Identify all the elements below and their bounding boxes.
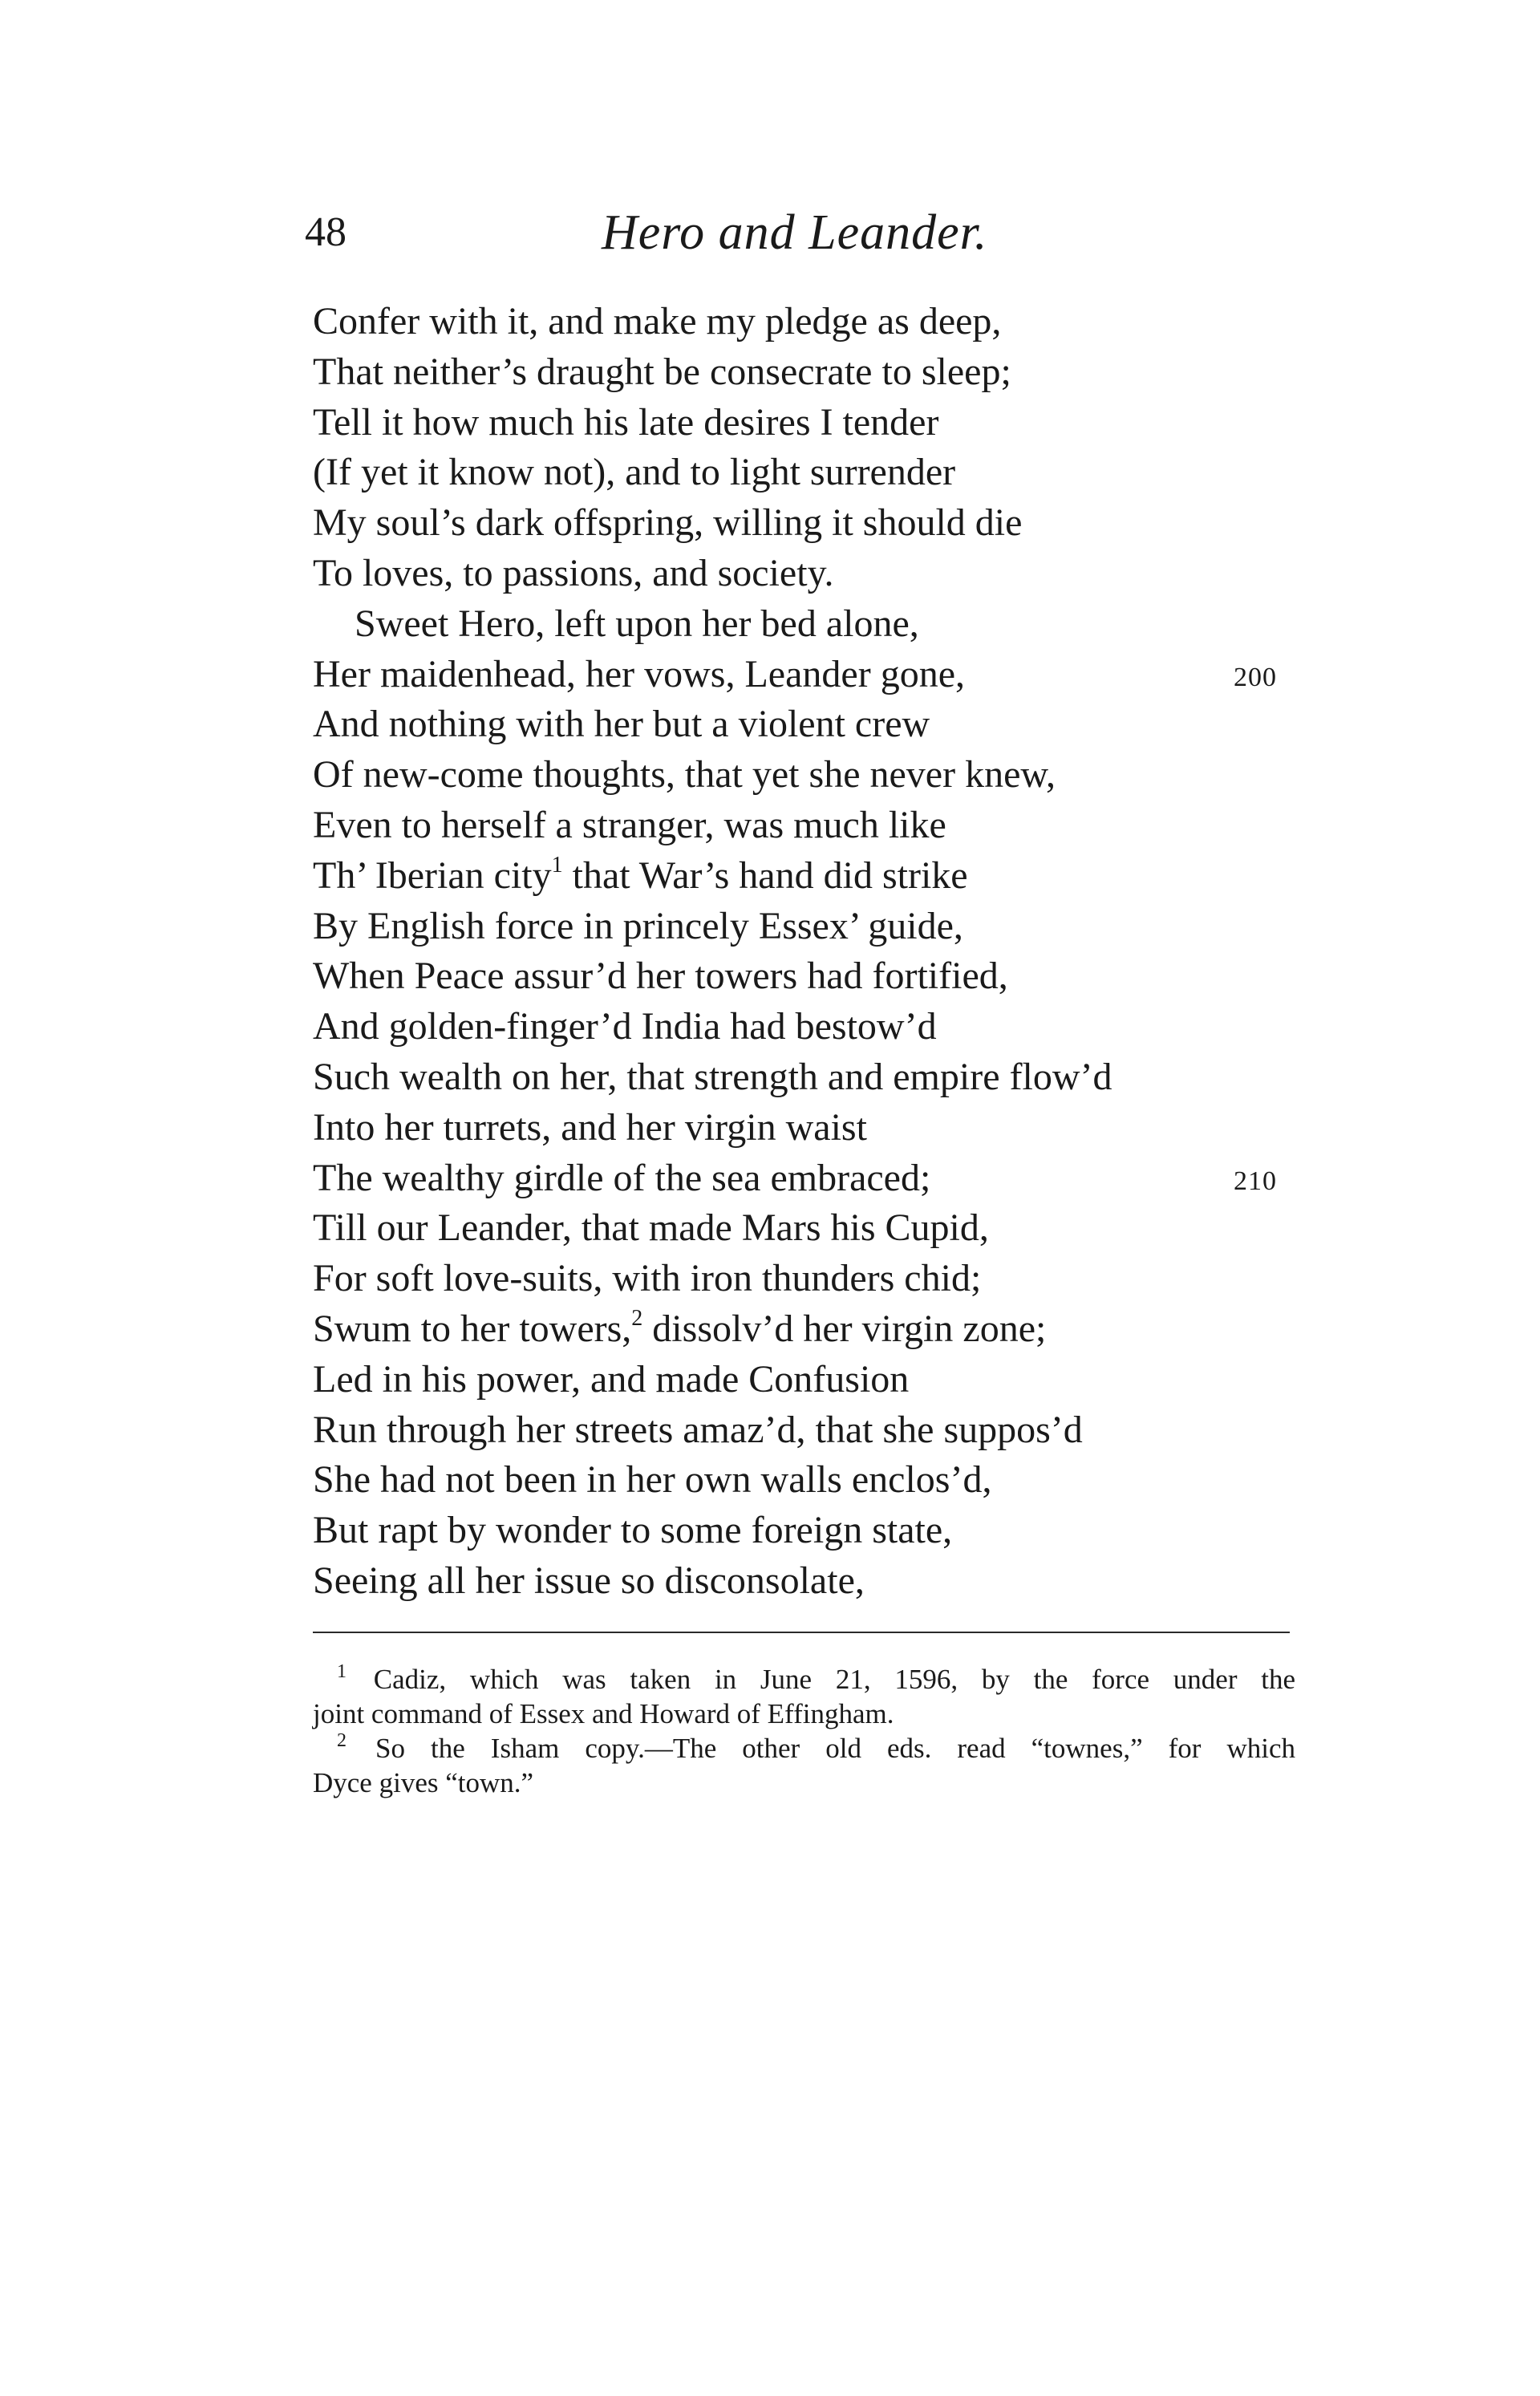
poem-line-segment: Even to herself a stranger, was much like [313, 803, 946, 846]
poem-line [313, 951, 1307, 1002]
poem-line-segment: Sweet Hero, left upon her bed alone, [355, 602, 919, 645]
poem-line [313, 1002, 1307, 1052]
poem-line [313, 347, 1307, 398]
poem-line-text [313, 1409, 1083, 1451]
poem-line [313, 448, 1307, 498]
poem-line [313, 498, 1307, 549]
poem-line [313, 851, 1307, 902]
poem-line [313, 1556, 1307, 1607]
poem-line-text [313, 955, 1008, 997]
poem-line [313, 1103, 1307, 1153]
poem-line-segment: My soul’s dark offspring, willing it should die [313, 501, 1023, 545]
line-number: 210 [1234, 1166, 1277, 1196]
poem-line-text [313, 401, 938, 444]
poem-line-segment: For soft love-suits, with iron thunders chid; [313, 1257, 982, 1300]
poem-line-segment: That neither’s draught be consecrate to sleep; [313, 350, 1011, 393]
poem-line-text [313, 854, 968, 897]
poem-line-segment: When Peace assur’d her towers had fortified, [313, 955, 1008, 998]
poem-line-segment: Th’ Iberian city [313, 853, 552, 897]
poem-line-text [313, 451, 955, 493]
poem-line [313, 699, 1307, 750]
poem-line-segment: She had not been in her own walls enclos’d, [313, 1458, 992, 1502]
poem-line-text [313, 1559, 865, 1602]
poem-line-segment: Swum to her towers, [313, 1307, 632, 1350]
poem-line-segment: Of new-come thoughts, that yet she never knew, [313, 753, 1056, 797]
poem-line-segment: dissolv’d her virgin zone; [642, 1307, 1047, 1350]
footnote-1-line-1 [313, 1662, 1295, 1697]
poem-line-text [313, 905, 963, 947]
poem-line-text [313, 351, 1011, 393]
poem-line-text [313, 501, 1022, 544]
poem-line-text [313, 552, 833, 594]
poem-line [313, 1304, 1307, 1355]
poem-line-text [313, 1106, 867, 1149]
poem-line-text [313, 703, 930, 745]
poem-line-text [313, 1157, 930, 1199]
poem-line-segment: And golden-finger’d India had bestow’d [313, 1005, 937, 1048]
poem-line [313, 297, 1307, 347]
footnote-1-line-2: joint command of Essex and Howard of Effingham. [313, 1698, 894, 1729]
poem-line-segment: that War’s hand did strike [562, 853, 968, 897]
poem-line-segment: Tell it how much his late desires I tender [313, 400, 939, 444]
poem-line [313, 599, 1307, 650]
poem-line [313, 1455, 1307, 1506]
poem-line-segment: Her maidenhead, her vows, Leander gone, [313, 652, 965, 695]
poem-line-segment: Till our Leander, that made Mars his Cupid, [313, 1206, 989, 1250]
footnotes [313, 1662, 1295, 1800]
footnote-divider [313, 1632, 1290, 1633]
poem-line-segment: By English force in princely Essex’ guide, [313, 904, 963, 947]
poem-line [313, 1405, 1307, 1456]
poem-line-text [313, 753, 1056, 796]
poem-text [313, 297, 1307, 1607]
poem-line-segment: Such wealth on her, that strength and empire flow’d [313, 1055, 1112, 1098]
poem-line-text [313, 804, 946, 846]
footnote-1-text-1: Cadiz, which was taken in June 21, 1596, by the force under the [373, 1664, 1295, 1695]
poem-line-text [313, 602, 919, 645]
poem-line [313, 1203, 1307, 1254]
poem-line [313, 1254, 1307, 1304]
running-title: Hero and Leander. [602, 205, 988, 260]
poem-line-text [313, 1358, 909, 1401]
page-number: 48 [305, 209, 346, 255]
poem-line-segment: Run through her streets amaz’d, that she suppos’d [313, 1408, 1083, 1451]
footnote-reference: 2 [631, 1305, 643, 1331]
poem-line [313, 1052, 1307, 1103]
footnote-2-line-1 [313, 1731, 1295, 1766]
poem-line-text [313, 1056, 1112, 1098]
poem-line-segment: And nothing with her but a violent crew [313, 703, 930, 746]
page-header [305, 201, 1283, 265]
poem-line-text [313, 1257, 981, 1299]
poem-line-segment: To loves, to passions, and society. [313, 551, 834, 594]
poem-line-text [313, 1005, 937, 1048]
poem-line-text [313, 1307, 1046, 1350]
footnote-2-text-1: So the Isham copy.—The other old eds. read “townes,” for which [375, 1733, 1296, 1764]
footnote-2-mark: 2 [337, 1730, 346, 1751]
poem-line [313, 750, 1307, 801]
poem-line [313, 549, 1307, 599]
footnote-reference: 1 [551, 852, 563, 878]
poem-line [313, 650, 1307, 700]
poem-line-segment: But rapt by wonder to some foreign state, [313, 1509, 953, 1552]
poem-line [313, 1153, 1307, 1204]
footnote-1 [313, 1662, 1295, 1731]
line-number: 200 [1234, 662, 1277, 692]
footnote-2-line-2: Dyce gives “town.” [313, 1767, 534, 1798]
poem-line [313, 902, 1307, 952]
poem-line-segment: The wealthy girdle of the sea embraced; [313, 1156, 931, 1199]
footnote-1-mark: 1 [337, 1661, 346, 1682]
poem-line-segment: Confer with it, and make my pledge as deep, [313, 300, 1002, 343]
footnote-2 [313, 1731, 1295, 1800]
poem-line-segment: (If yet it know not), and to light surrender [313, 451, 956, 494]
poem-line [313, 801, 1307, 851]
poem-line-segment: Into her turrets, and her virgin waist [313, 1105, 867, 1149]
poem-line-text [313, 1509, 952, 1551]
poem-line [313, 1506, 1307, 1556]
poem-line-segment: Led in his power, and made Confusion [313, 1357, 910, 1401]
poem-line-text [313, 653, 965, 695]
poem-line [313, 1355, 1307, 1405]
poem-line-text [313, 300, 1001, 343]
poem-line-text [313, 1206, 989, 1249]
poem-line-text [313, 1458, 991, 1501]
poem-line [313, 398, 1307, 448]
poem-line-segment: Seeing all her issue so disconsolate, [313, 1559, 865, 1602]
